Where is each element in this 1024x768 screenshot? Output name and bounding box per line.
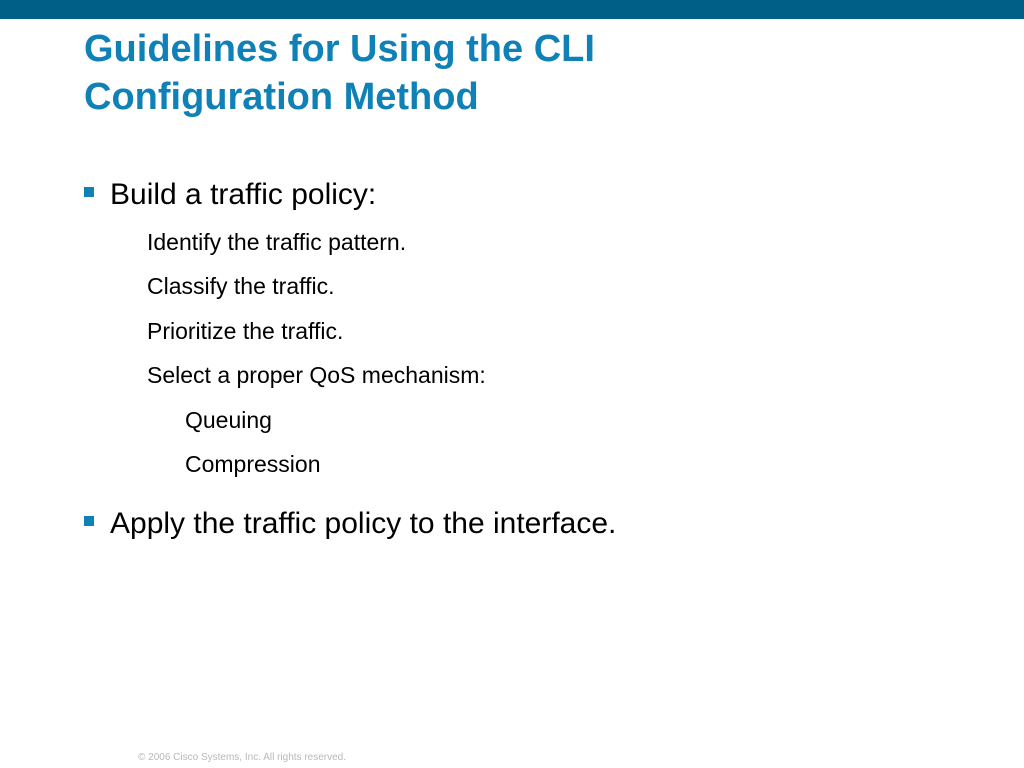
sub-bullet-item: Select a proper QoS mechanism: bbox=[147, 362, 486, 389]
sub-sub-bullet-item: Queuing bbox=[185, 406, 272, 433]
spacer bbox=[84, 486, 984, 499]
sub-bullet-item: Prioritize the traffic. bbox=[147, 317, 344, 344]
square-bullet-icon bbox=[84, 516, 94, 526]
slide-title-line-1: Guidelines for Using the CLI bbox=[84, 28, 595, 70]
sub-sub-bullet-item: Compression bbox=[185, 451, 321, 478]
sub-bullet-item: Identify the traffic pattern. bbox=[147, 229, 407, 255]
bullet-apply-traffic-policy bbox=[84, 499, 984, 549]
slide-body bbox=[84, 170, 984, 549]
slide-title bbox=[84, 25, 984, 121]
copyright-footer: © 2006 Cisco Systems, Inc. All rights reserved. bbox=[138, 752, 347, 763]
bullet-text: Build a traffic policy: bbox=[110, 178, 377, 211]
bullet-build-traffic-policy bbox=[84, 170, 984, 220]
slide-title-line-2: Configuration Method bbox=[84, 76, 479, 118]
sub-bullet-item: Classify the traffic. bbox=[147, 273, 335, 300]
bullet-text: Apply the traffic policy to the interface. bbox=[110, 507, 617, 541]
sub-bullet-list bbox=[84, 220, 984, 486]
square-bullet-icon bbox=[84, 187, 94, 197]
header-bar bbox=[0, 0, 1024, 19]
